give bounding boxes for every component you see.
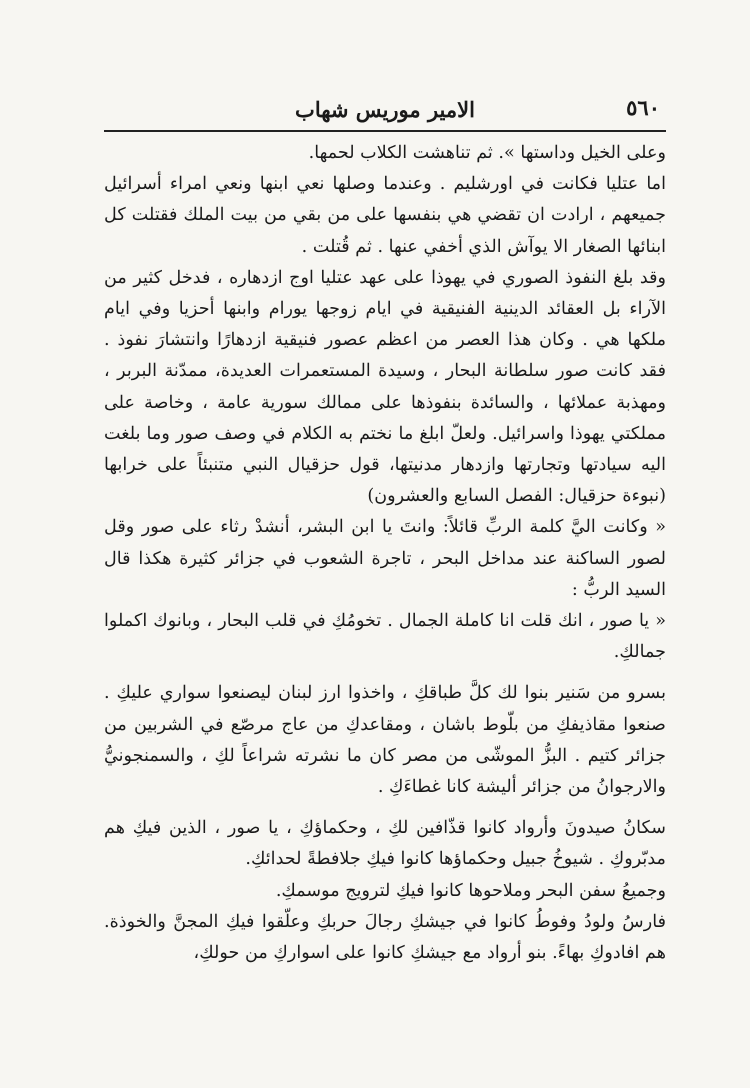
paragraph: اما عتليا فكانت في اورشليم . وعندما وصلها نعي ابنها ونعي امراء أسرائيل جميعهم ، ارادت ان تقضي هي بنفسها على من بقي من بيت الملك فقتلت كل ابنائها الصغار الا يوآش الذي أخفي عنها . ثم قُتلت . [104, 174, 666, 257]
page-body [104, 138, 666, 969]
paragraph: وجميعُ سفن البحر وملاحوها كانوا فيكِ لترويج موسمكِ. [275, 880, 666, 901]
paragraph: وعلى الخيل وداستها ». ثم تناهشت الكلاب لحمها. [308, 143, 666, 163]
quote-paragraph: « يا صور ، انك قلت انا كاملة الجمال . تخومُكِ في قلب البحار ، وبانوك اكملوا جمالكِ. [104, 611, 666, 663]
running-title: الامير موريس شهاب [295, 97, 475, 122]
page-number: ٥٦٠ [626, 95, 660, 120]
quote-paragraph: « وكانت اليَّ كلمة الربِّ قائلاً: وانتَ يا ابن البشر، أنشدْ رثاء على صور وقل لصور الساكنة عند مداخل البحر ، تاجرة الشعوب في جزائر كثيرة هكذا قال السيد الربُّ : [104, 517, 666, 600]
header-rule [104, 130, 666, 132]
page-header [104, 86, 666, 122]
paragraph: وقد بلغ النفوذ الصوري في يهوذا على عهد عتليا اوج ازدهاره ، فدخل كثير من الآراء بل العقائد الدينية الفنيقية في ايام زوجها يورام وابنها أحزيا وفي ايام ملكها هي . وكان هذا العصر من اعظم عصور فنيقية ازدهارًا وانتشارَ نفوذ . فقد كانت صور سلطانة البحار ، وسيدة المستعمرات العديدة، ممدّنة البربر ، ومهذبة عملائها ، والسائدة بنفوذها على ممالك سورية عامة ، وخاصة على مملكتي يهوذا واسرائيل. ولعلّ ابلغ ما نختم به الكلام في وصف صور وما بلغت اليه سيادتها وتجارتها وازدهار مدنيتها، قول حزقيال النبي متنبئاً على خرابها (نبوءة حزقيال: الفصل السابع والعشرون) [104, 267, 666, 507]
paragraph: بسرو من سَنير بنوا لك كلَّ طباقكِ ، واخذوا ارز لبنان ليصنعوا سواري عليكِ . صنعوا مقاذيفكِ من بلّوط باشان ، ومقاعدكِ من عاج مرصّع في الشربين من جزائر كتيم . البزُّ الموشّى من مصر كان ما نشرته شراعاً لكِ ، والسمنجونيُّ والارجوانُ من جزائر أليشة كانا غطاءَكِ . [104, 683, 666, 798]
paragraph: فارسُ ولودُ وفوطُ كانوا في جيشكِ رجالَ حربكِ وعلّقوا فيكِ المجنَّ والخوذة. هم افادوكِ بهاءً. بنو أرواد مع جيشكِ كانوا على اسواركِ من حولكِ، [104, 911, 666, 964]
paragraph: سكانُ صيدونَ وأرواد كانوا قذّافين لكِ ، وحكماؤكِ ، يا صور ، الذين فيكِ هم مدبّروكِ . شيوخُ جبيل وحكماؤها كانوا فيكِ جلافطةً لحدائكِ. [104, 818, 666, 870]
